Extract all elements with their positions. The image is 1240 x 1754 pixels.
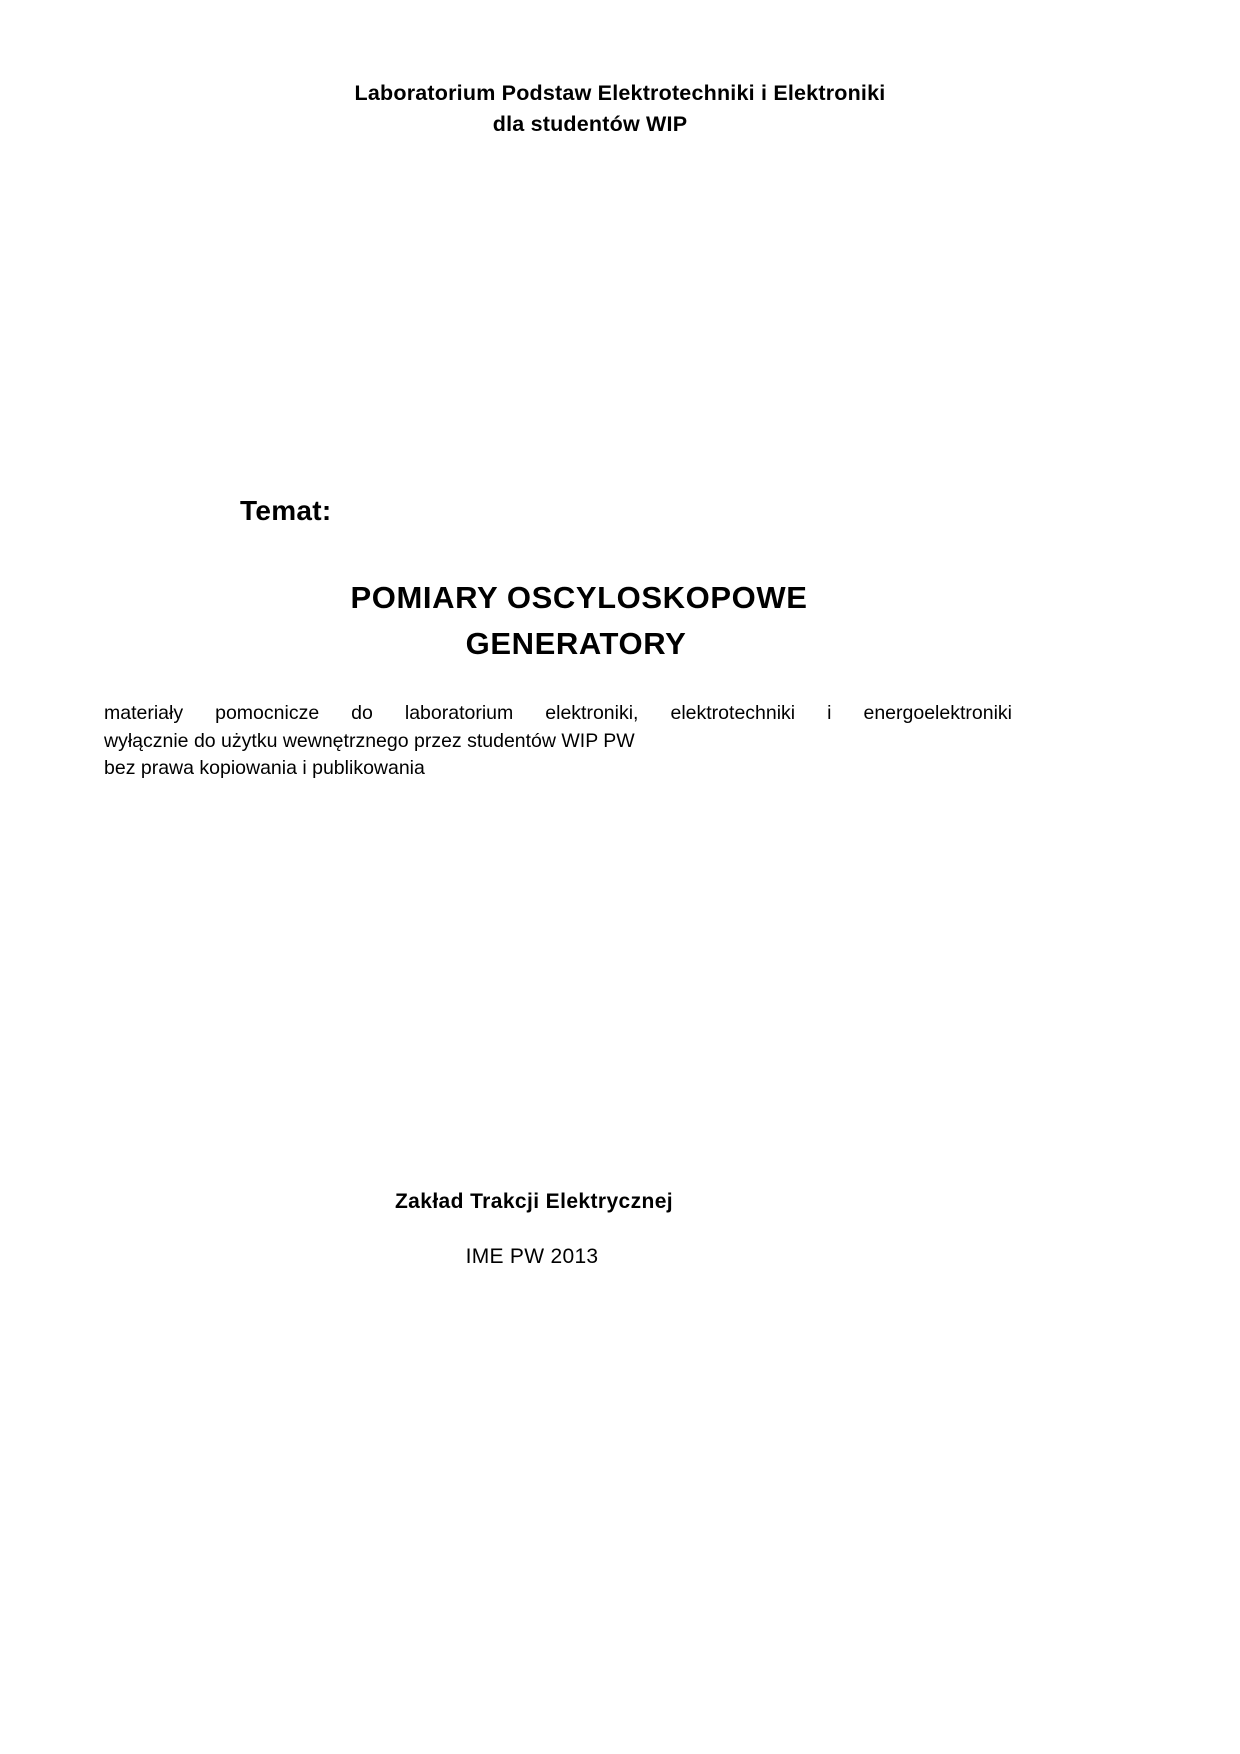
header-line-1: Laboratorium Podstaw Elektrotechniki i Elektroniki [354,81,886,105]
title-line-2: GENERATORY [465,626,687,661]
footer-institution: IME PW 2013 [465,1245,599,1268]
subject-label: Temat: [240,495,332,526]
notes-line-1: materiały pomocnicze do laboratorium elektroniki, elektrotechniki i energoelektroniki [104,702,1012,724]
notes-paragraph [104,700,1012,783]
notes-line-3: bez prawa kopiowania i publikowania [104,757,425,779]
document-header [0,78,1240,140]
notes-line-2: wyłącznie do użytku wewnętrznego przez studentów WIP PW [104,729,635,752]
document-title [0,575,1240,667]
title-line-1: POMIARY OSCYLOSKOPOWE [350,580,808,615]
footer-department: Zakład Trakcji Elektrycznej [394,1190,674,1213]
header-line-2: dla studentów WIP [492,112,688,136]
